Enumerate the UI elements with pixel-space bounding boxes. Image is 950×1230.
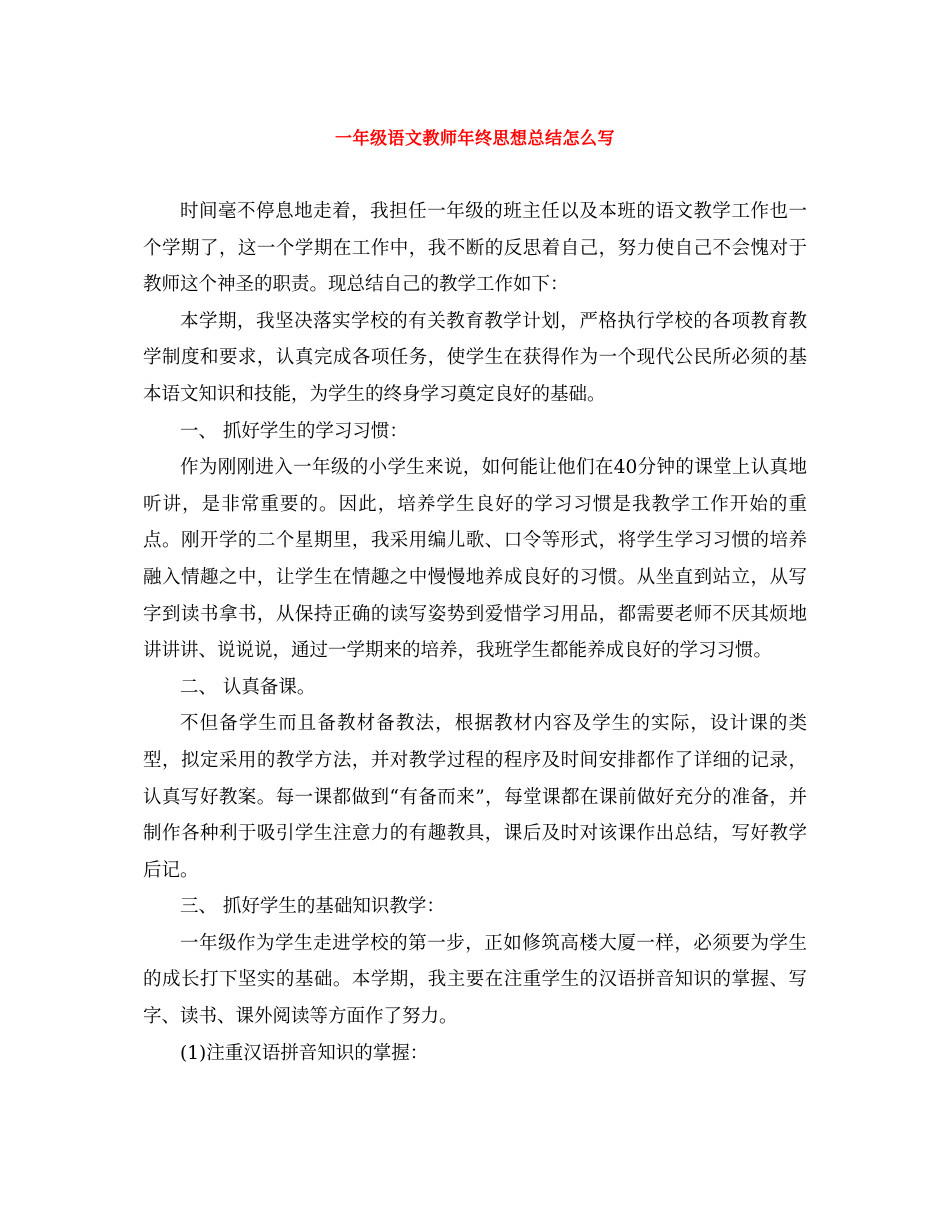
paragraph-study-habits: 作为刚刚进入一年级的小学生来说，如何能让他们在40分钟的课堂上认真地听讲，是非常重要的。因此，培养学生良好的学习习惯是我教学工作开始的重点。刚开学的二个星期里，我采用编儿歌、口令等形式，将学生学习习惯的培养融入情趣之中，让学生在情趣之中慢慢地养成良好的习惯。从坐直到站立，从写字到读书拿书，从保持正确的读写姿势到爱惜学习用品，都需要老师不厌其烦地讲讲讲、说说说，通过一学期来的培养，我班学生都能养成良好的学习习惯。 <box>143 457 807 662</box>
document-title: 一年级语文教师年终思想总结怎么写 <box>335 129 615 149</box>
section-heading-lesson-prep: 二、 认真备课。 <box>180 676 316 698</box>
paragraph-basic-knowledge: 一年级作为学生走进学校的第一步，正如修筑高楼大厦一样，必须要为学生的成长打下坚实的基础。本学期，我主要在注重学生的汉语拼音知识的掌握、写字、读书、课外阅读等方面作了努力。 <box>143 932 807 1028</box>
paragraph-semester-plan: 本学期，我坚决落实学校的有关教育教学计划，严格执行学校的各项教育教学制度和要求，认真完成各项任务，使学生在获得作为一个现代公民所必须的基本语文知识和技能，为学生的终身学习奠定良好的基础。 <box>143 310 807 405</box>
subsection-heading-pinyin: (1)注重汉语拼音知识的掌握： <box>180 1042 429 1064</box>
section-heading-basic-knowledge: 三、 抓好学生的基础知识教学： <box>180 896 445 918</box>
paragraph-intro: 时间毫不停息地走着，我担任一年级的班主任以及本班的语文教学工作也一个学期了，这一个学期在工作中，我不断的反思着自己，努力使自己不会愧对于教师这个神圣的职责。现总结自己的教学工作如下： <box>143 201 807 296</box>
paragraph-lesson-prep: 不但备学生而且备教材备教法，根据教材内容及学生的实际，设计课的类型，拟定采用的教学方法，并对教学过程的程序及时间安排都作了详细的记录，认真写好教案。每一课都做到“有备而来”，每堂课都在课前做好充分的准备，并制作各种利于吸引学生注意力的有趣教具，课后及时对该课作出总结，写好教学后记。 <box>143 713 807 881</box>
document-body <box>143 194 807 1072</box>
section-heading-study-habits: 一、 抓好学生的学习习惯： <box>180 420 408 442</box>
